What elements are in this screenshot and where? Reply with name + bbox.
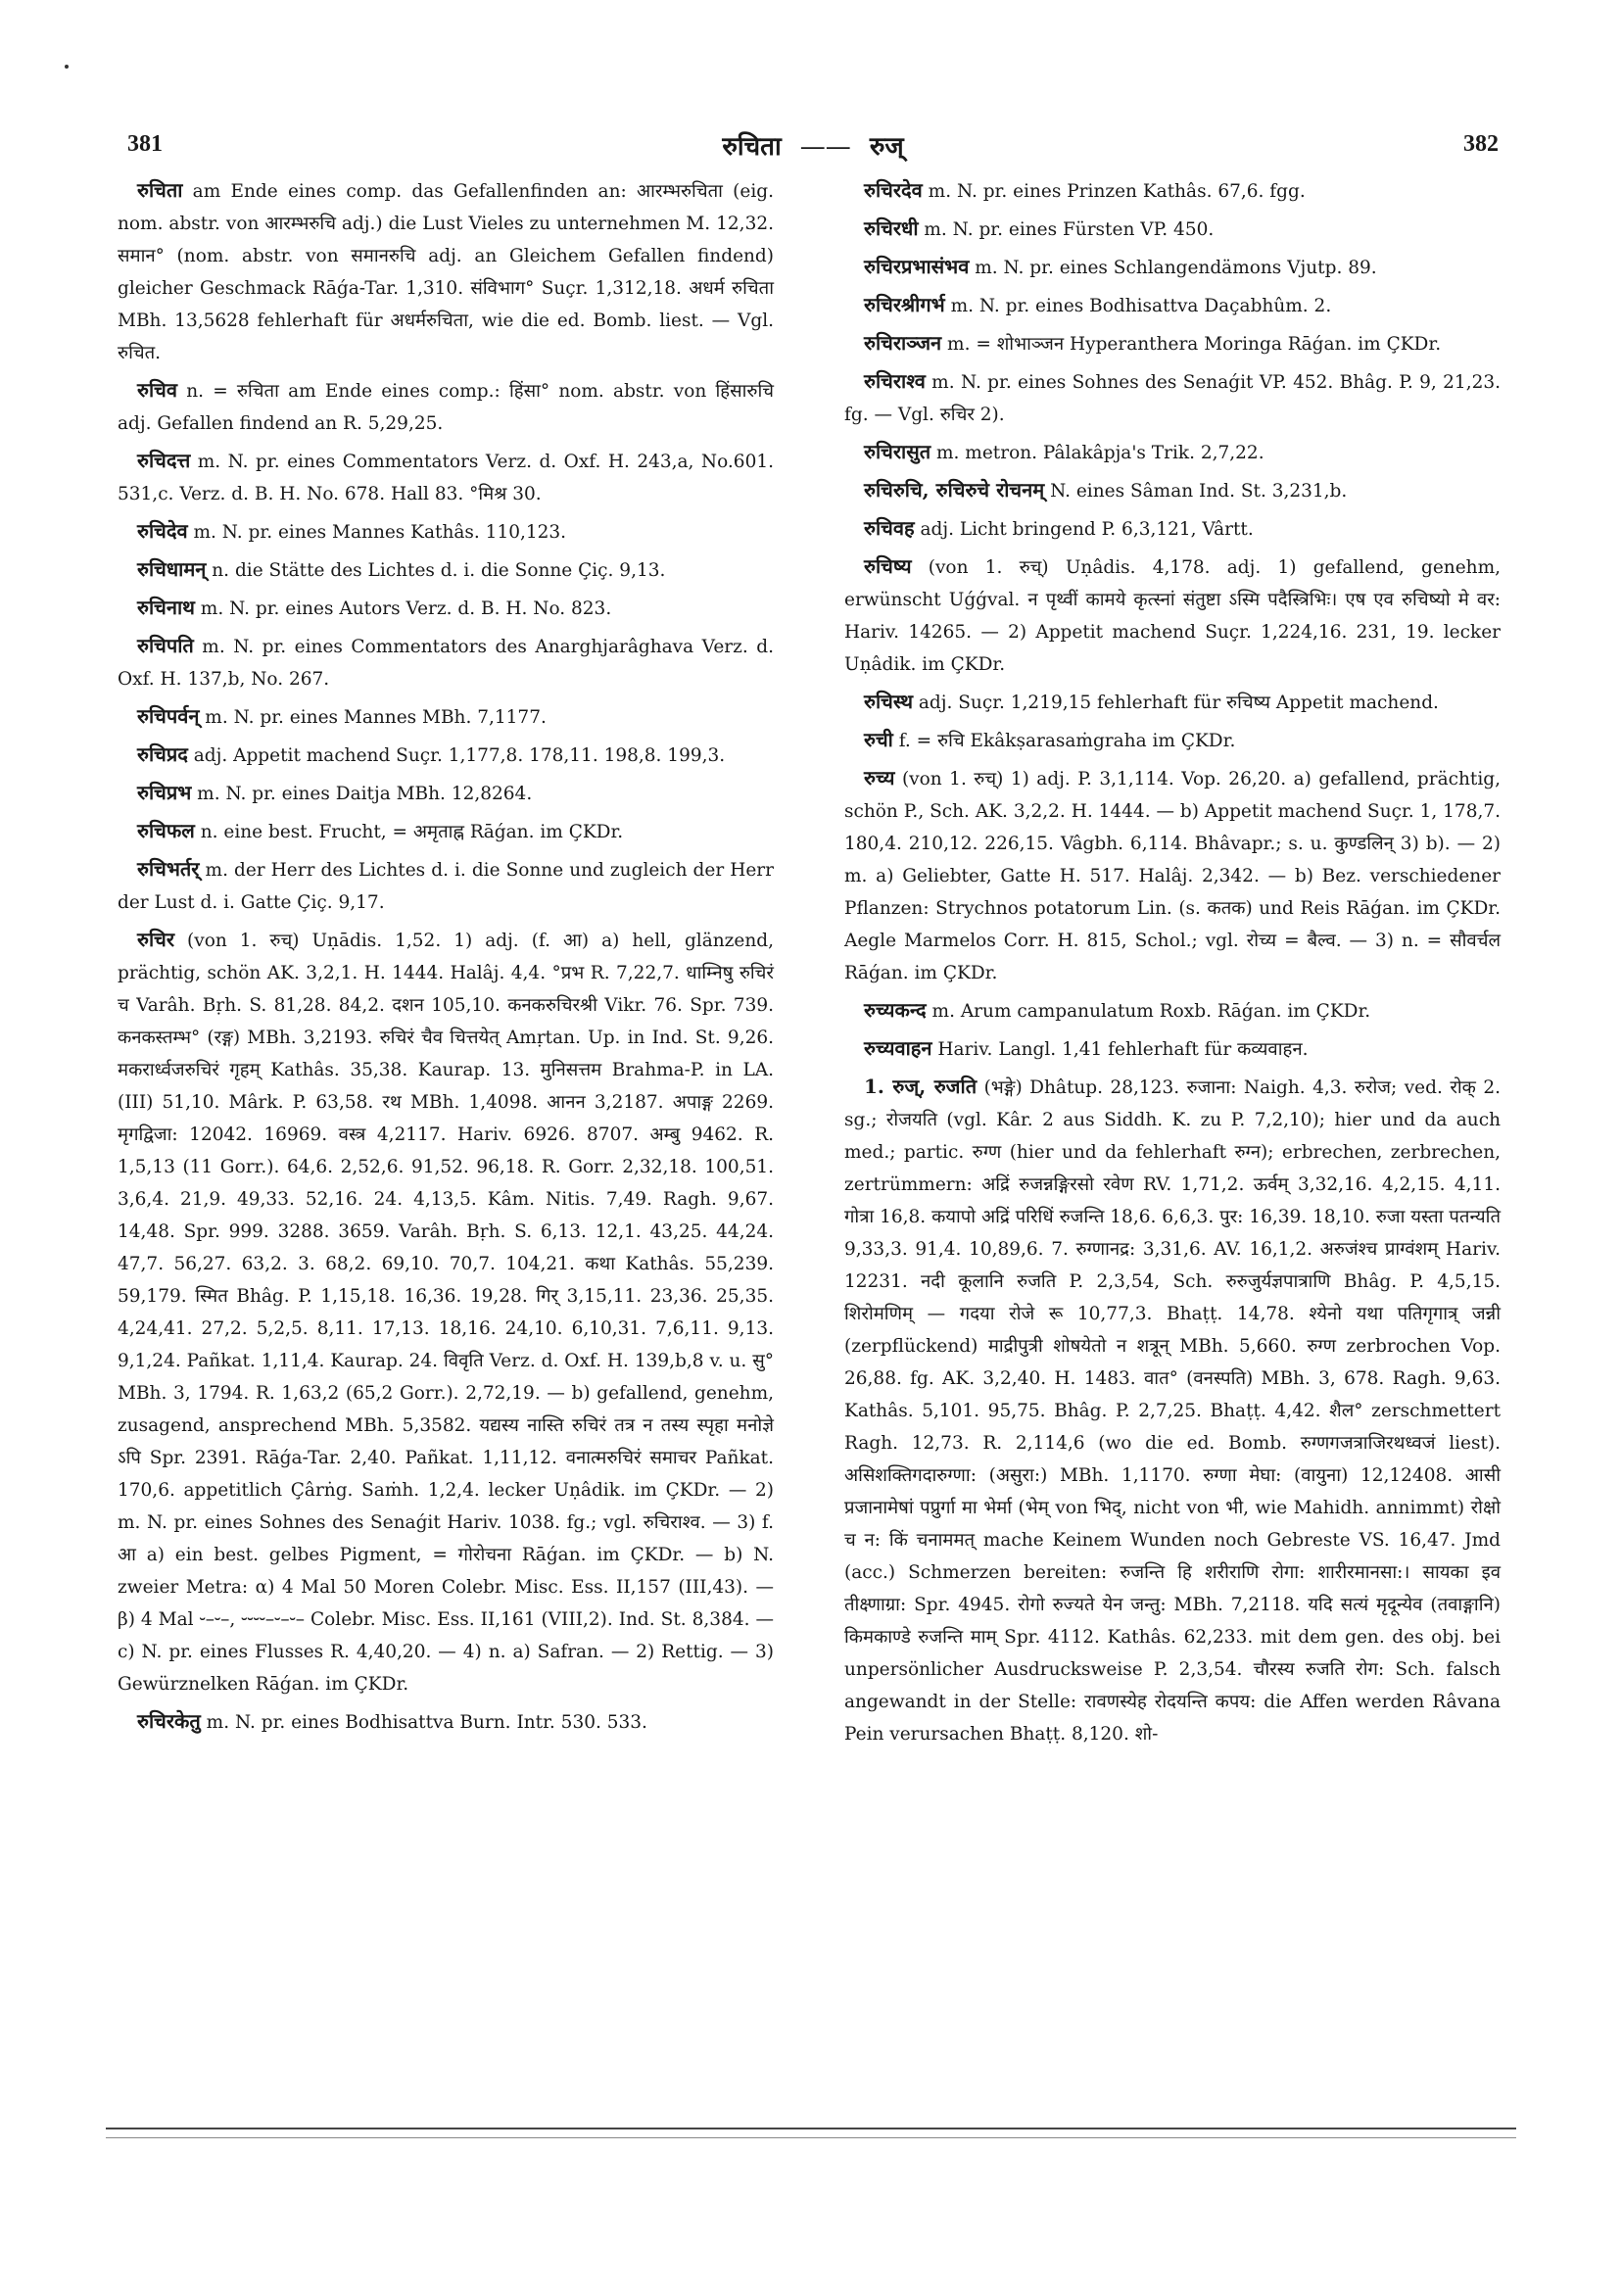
left-column: [118, 174, 774, 1744]
page-number-right: 382: [1463, 131, 1499, 157]
dictionary-entry: [118, 374, 774, 440]
entry-headword: रुचिप्रद: [137, 742, 188, 766]
entry-body: m. N. pr. eines Commentators des Anarghjarâghava Verz. d. Oxf. H. 137,b, No. 267.: [118, 637, 774, 690]
entry-headword: रुचिराश्व: [864, 369, 926, 393]
entry-headword: रुचिपर्वन्: [137, 704, 200, 728]
entry-headword: रुच्य: [864, 766, 895, 789]
entry-body: n. = रुचिता am Ende eines comp.: हिंसा° nom. abstr. von हिंसारुचि adj. Gefallen findend an R. 5,29,25.: [118, 381, 774, 434]
dictionary-entry: [844, 251, 1501, 284]
dictionary-entry: [118, 445, 774, 510]
entry-headword: रुचिस्थ: [864, 690, 913, 713]
dictionary-entry: [118, 592, 774, 625]
dictionary-entry: [844, 724, 1501, 757]
right-column: [844, 174, 1501, 1755]
entry-body: m. N. pr. eines Autors Verz. d. B. H. No. 823.: [194, 598, 612, 619]
dictionary-entry: [844, 512, 1501, 546]
entry-body: Hariv. Langl. 1,41 fehlerhaft für कव्यवाहन.: [931, 1039, 1309, 1060]
entry-headword: रुचिराञ्जन: [864, 331, 942, 355]
entry-headword: रुचिदत्त: [137, 449, 191, 472]
dictionary-entry: [118, 553, 774, 587]
entry-body: m. N. pr. eines Bodhisattva Daçabhûm. 2.: [944, 296, 1332, 316]
dictionary-entry: [844, 762, 1501, 989]
entry-headword: 1. रुज्, रुजति: [864, 1075, 978, 1098]
entry-body: m. = शोभाञ्जन Hyperanthera Moringa Rāǵan. im ÇKDr.: [941, 334, 1442, 355]
dictionary-entry: [844, 365, 1501, 431]
entry-body: (von 1. रुच्) 1) adj. P. 3,1,114. Vop. 26,20. a) gefallend, prächtig, schön P., Sch. AK. 3,2,2. H. 1444. — b) Appetit machend Suçr. 1, 178,7. 180,4. 210,12. 226,15. Vâgbh. 6,114. Bhâvapr.; s. u. कुण्डलिन् 3) b). — 2) m. a) Geliebter, Gatte H. 517. Halâj. 2,342. — b) Bez. verschiedener Pflanzen: Strychnos potatorum Lin. (s. कतक) und Reis Rāǵan. im ÇKDr. Aegle Marmelos Corr. H. 815, Schol.; vgl. रोच्य = बैल्व. — 3) n. = सौवर्चल Rāǵan. im ÇKDr.: [844, 769, 1501, 983]
entry-headword: रुची: [864, 728, 893, 751]
entry-body: m. N. pr. eines Commentators Verz. d. Oxf. H. 243,a, No.601. 531,c. Verz. d. B. H. No. 678. Hall 83. °मिश्र 30.: [118, 452, 774, 504]
entry-headword: रुचिरदेव: [864, 178, 923, 202]
entry-body: (भङ्गे) Dhâtup. 28,123. रुजाना: Naigh. 4,3. रुरोज; ved. रोक् 2. sg.; रोजयति (vgl. Kâr. 2 aus Siddh. K. zu P. 7,2,10); hier und da auch med.; partic. रुग्ण (hier und da fehlerhaft रुग्न); erbrechen, zerbrechen, zertrümmern: अद्रिं रुजन्नङ्गिरसो रवेण RV. 1,71,2. ऊर्वम् 3,32,16. 4,2,15. 4,11. गोत्रा 16,8. कयापो अद्रिं परिधिं रुजन्ति 18,6. 6,6,3. पुर: 16,39. 18,10. रुजा यस्ता पतन्यति 9,33,3. 91,4. 10,89,6. 7. रुग्णानद्र: 3,31,6. AV. 16,1,2. अरुजंश्च प्राग्वंशम् Hariv. 12231. नदी कूलानि रुजति P. 2,3,54, Sch. रुरुजुर्यज्ञपात्राणि Bhâg. P. 4,5,15. शिरोमणिम् — गदया रोजे रू 10,77,3. Bhaṭṭ. 14,78. श्येनो यथा पतिगृगात्र् जन्नी (zerpflückend) माद्रीपुत्री शोषयेतो न शत्रून् MBh. 5,660. रुग्ण zerbrochen Vop. 26,88. fg. AK. 3,2,40. H. 1483. वात° (वनस्पति) MBh. 3, 678. Ragh. 9,63. Kathâs. 5,101. 95,75. Bhâg. P. 2,7,25. Bhaṭṭ. 4,42. शैल° zerschmettert Ragh. 12,73. R. 2,114,6 (wo die ed. Bomb. रुग्णगजत्राजिरथध्वजं liest). असिशक्तिगदारुग्णा: (असुरा:) MBh. 1,1170. रुग्णा मेघा: (वायुना) 12,12408. आसी प्रजानामेषां पप्रुर्गा मा भेर्मा (भेम् von भिद्, nicht von भी, wie Mahidh. annimmt) रोक्षो च न: किं चनाममत् mache Keinem Wunden noch Gebreste VS. 16,47. Jmd (acc.) Schmerzen bereiten: रुजन्ति हि शरीराणि रोगा: शारीरमानसा:। सायका इव तीक्ष्णाग्रा: Spr. 4945. रोगो रुज्यते येन जन्तु: MBh. 7,2118. यदि सत्यं मृदून्येव (तवाङ्गानि) किमकाण्डे रुजन्ति माम् Spr. 4112. Kathâs. 62,233. mit dem gen. des obj. bei unpersönlicher Ausdrucksweise P. 2,3,54. चौरस्य रुजति रोग: Sch. falsch angewandt in der Stelle: रावणस्येह रोदयन्ति कपय: die Affen werden Râvana Pein verursachen Bhaṭṭ. 8,120. शो-: [844, 1077, 1501, 1745]
entry-body: adj. Licht bringend P. 6,3,121, Vârtt.: [914, 519, 1254, 540]
entry-body: adj. Suçr. 1,219,15 fehlerhaft für रुचिष्य Appetit machend.: [913, 693, 1439, 713]
entry-headword: रुच्यकन्द: [864, 998, 927, 1022]
entry-headword: रुचिरुचि, रुचिरुचे रोचनम्: [864, 478, 1045, 502]
entry-headword: रुचिभर्तर्: [137, 857, 200, 881]
entry-body: m. der Herr des Lichtes d. i. die Sonne und zugleich der Herr der Lust d. i. Gatte Çiç. 9,17.: [118, 860, 774, 913]
entry-headword: रुचिप्रभ: [137, 781, 192, 804]
entry-body: m. N. pr. eines Daitja MBh. 12,8264.: [191, 784, 533, 804]
entry-headword: रुचिदेव: [137, 519, 188, 543]
entry-body: adj. Appetit machend Suçr. 1,177,8. 178,11. 198,8. 199,3.: [187, 745, 726, 766]
entry-headword: रुचिरासुत: [864, 440, 931, 463]
dictionary-entry: [118, 1705, 774, 1739]
entry-headword: रुचिनाथ: [137, 596, 195, 619]
running-head-left: रुचिता: [722, 132, 782, 162]
running-head-right: रुज्: [869, 132, 904, 162]
dictionary-entry: [844, 327, 1501, 360]
entry-headword: रुचिर: [137, 928, 175, 951]
dictionary-entry: [844, 686, 1501, 719]
dictionary-entry: [118, 174, 774, 369]
entry-body: m. N. pr. eines Schlangendämons Vjutp. 89.: [969, 258, 1377, 278]
entry-body: n. die Stätte des Lichtes d. i. die Sonne Çiç. 9,13.: [206, 560, 666, 581]
entry-headword: रुचिपति: [137, 634, 194, 657]
footer-rule: [106, 2128, 1516, 2129]
dictionary-entry: [844, 994, 1501, 1028]
dictionary-entry: [844, 474, 1501, 507]
entry-body: am Ende eines comp. das Gefallenfinden an: आरम्भरुचिता (eig. nom. abstr. von आरम्भरुचि adj.) die Lust Vieles zu unternehmen M. 12,32. समान° (nom. abstr. von समानरुचि adj. an Gleichem Gefallen findend) gleicher Geschmack Rāǵa-Tar. 1,310. संविभाग° Suçr. 1,312,18. अधर्म रुचिता MBh. 13,5628 fehlerhaft für अधर्मरुचिता, wie die ed. Bomb. liest. — Vgl. रुचित.: [118, 181, 774, 363]
dictionary-entry: [118, 630, 774, 695]
dictionary-entry: [844, 1032, 1501, 1066]
footer-rule-thin: [106, 2137, 1516, 2138]
dictionary-entry: [844, 289, 1501, 322]
entry-body: f. = रुचि Ekâkṣarasaṁgraha im ÇKDr.: [892, 731, 1236, 751]
entry-body: m. Arum campanulatum Roxb. Rāǵan. im ÇKDr.: [926, 1001, 1371, 1022]
dictionary-entry: [844, 213, 1501, 246]
dictionary-entry: [118, 739, 774, 772]
entry-headword: रुचिष्य: [864, 554, 912, 578]
entry-body: m. N. pr. eines Mannes Kathâs. 110,123.: [187, 522, 567, 543]
entry-body: N. eines Sâman Ind. St. 3,231,b.: [1044, 481, 1348, 502]
dictionary-entry: [118, 924, 774, 1700]
dictionary-entry: [118, 815, 774, 848]
dictionary-entry: [118, 700, 774, 734]
entry-body: n. eine best. Frucht, = अमृताह्न Rāǵan. im ÇKDr.: [194, 822, 624, 842]
entry-body: (von 1. रुच्) Uṇâdis. 4,178. adj. 1) gefallend, genehm, erwünscht Uǵǵval. न पृथ्वीं कामये कृत्स्नां संतुष्टा ऽस्मि पदैस्त्रिभिः। एष एव रुचिष्यो मे वर: Hariv. 14265. — 2) Appetit machend Suçr. 1,224,16. 231, 19. lecker Uṇâdik. im ÇKDr.: [844, 557, 1501, 675]
dictionary-entry: [844, 436, 1501, 469]
running-head-separator: ——: [799, 132, 851, 162]
dictionary-entry: [844, 1071, 1501, 1750]
dictionary-entry: [844, 174, 1501, 208]
entry-headword: रुचिरधी: [864, 216, 919, 240]
dictionary-entry: [844, 550, 1501, 681]
entry-headword: रुच्यवाहन: [864, 1036, 932, 1060]
page-header: [118, 125, 1508, 165]
entry-headword: रुचिवह: [864, 516, 915, 540]
entry-body: (von 1. रुच्) Uṇādis. 1,52. 1) adj. (f. आ) a) hell, glänzend, prächtig, schön AK. 3,2,1. H. 1444. Halâj. 4,4. °प्रभ R. 7,22,7. धाम्निषु रुचिरं च Varâh. Bṛh. S. 81,28. 84,2. दशन 105,10. कनकरुचिरश्री Vikr. 76. Spr. 739. कनकस्तम्भ° (रङ्ग) MBh. 3,2193. रुचिरं चैव चित्तयेत् Amṛtan. Up. in Ind. St. 9,26. मकरार्ध्वजरुचिरं गृहम् Kathâs. 35,38. Kaurap. 13. मुनिसत्तम Brahma-P. in LA. (III) 51,10. Mârk. P. 63,58. रथ MBh. 1,4098. आनन 3,2187. अपाङ्ग 2269. मृगद्विजा: 12042. 16969. वस्त्र 4,2117. Hariv. 6926. 8707. अम्बु 9462. R. 1,5,13 (11 Gorr.). 64,6. 2,52,6. 91,52. 96,18. R. Gorr. 2,32,18. 100,51. 3,6,4. 21,9. 49,33. 52,16. 24. 4,13,5. Kâm. Nitis. 7,49. Ragh. 9,67. 14,48. Spr. 999. 3288. 3659. Varâh. Bṛh. S. 6,13. 12,1. 43,25. 44,24. 47,7. 56,27. 63,2. 3. 68,2. 69,10. 70,7. 104,21. कथा Kathâs. 55,239. 59,179. स्मित Bhâg. P. 1,15,18. 16,36. 19,28. गिर् 3,15,11. 23,36. 25,35. 4,24,41. 27,2. 5,2,5. 8,11. 17,13. 18,16. 24,10. 6,10,31. 7,6,11. 9,13. 9,1,24. Pañkat. 1,11,4. Kaurap. 24. विवृति Verz. d. Oxf. H. 139,b,8 v. u. सु° MBh. 3, 1794. R. 1,63,2 (65,2 Gorr.). 2,72,19. — b) gefallend, genehm, zusagend, ansprechend MBh. 5,3582. यद्यस्य नास्ति रुचिरं तत्र न तस्य स्पृहा मनोज्ञे ऽपि Spr. 2391. Rāǵa-Tar. 2,40. Pañkat. 1,11,12. वनात्मरुचिरं समाचर Pañkat. 170,6. appetitlich Çârṅg. Saṁh. 1,2,4. lecker Uṇâdik. im ÇKDr. — 2) m. N. pr. eines Sohnes des Senaǵit Hariv. 1038. fg.; vgl. रुचिराश्व. — 3) f. आ a) ein best. gelbes Pigment, = गोरोचना Rāǵan. im ÇKDr. — b) N. zweier Metra: α) 4 Mal 50 Moren Colebr. Misc. Ess. II,157 (III,43). — β) 4 Mal ⏑–⏑–, ⏑⏑⏑⏑–⏑–⏑– Colebr. Misc. Ess. II,161 (VIII,2). Ind. St. 8,384. — c) N. pr. eines Flusses R. 4,40,20. — 4) n. a) Safran. — 2) Rettig. — 3) Gewürznelken Rāǵan. im ÇKDr.: [118, 931, 774, 1695]
entry-headword: रुचिरकेतु: [137, 1709, 201, 1733]
entry-headword: रुचिफल: [137, 819, 195, 842]
entry-headword: रुचिता: [137, 178, 183, 202]
dictionary-entry: [118, 515, 774, 549]
entry-body: m. N. pr. eines Prinzen Kathâs. 67,6. fgg.: [922, 181, 1306, 202]
entry-headword: रुचिव: [137, 378, 177, 402]
running-head: [118, 127, 1508, 163]
dictionary-entry: [118, 853, 774, 919]
entry-body: m. metron. Pâlakâpja's Trik. 2,7,22.: [930, 443, 1264, 463]
page-number-left: 381: [127, 131, 163, 157]
entry-body: m. N. pr. eines Sohnes des Senaǵit VP. 452. Bhâg. P. 9, 21,23. fg. — Vgl. रुचिर 2).: [844, 372, 1501, 425]
entry-headword: रुचिधामन्: [137, 557, 207, 581]
margin-mark: [65, 65, 69, 69]
entry-body: m. N. pr. eines Bodhisattva Burn. Intr. 530. 533.: [200, 1712, 647, 1733]
entry-body: m. N. pr. eines Fürsten VP. 450.: [918, 219, 1215, 240]
dictionary-entry: [118, 777, 774, 810]
entry-headword: रुचिरप्रभासंभव: [864, 255, 970, 278]
entry-headword: रुचिरश्रीगर्भ: [864, 293, 945, 316]
entry-body: m. N. pr. eines Mannes MBh. 7,1177.: [199, 707, 547, 728]
